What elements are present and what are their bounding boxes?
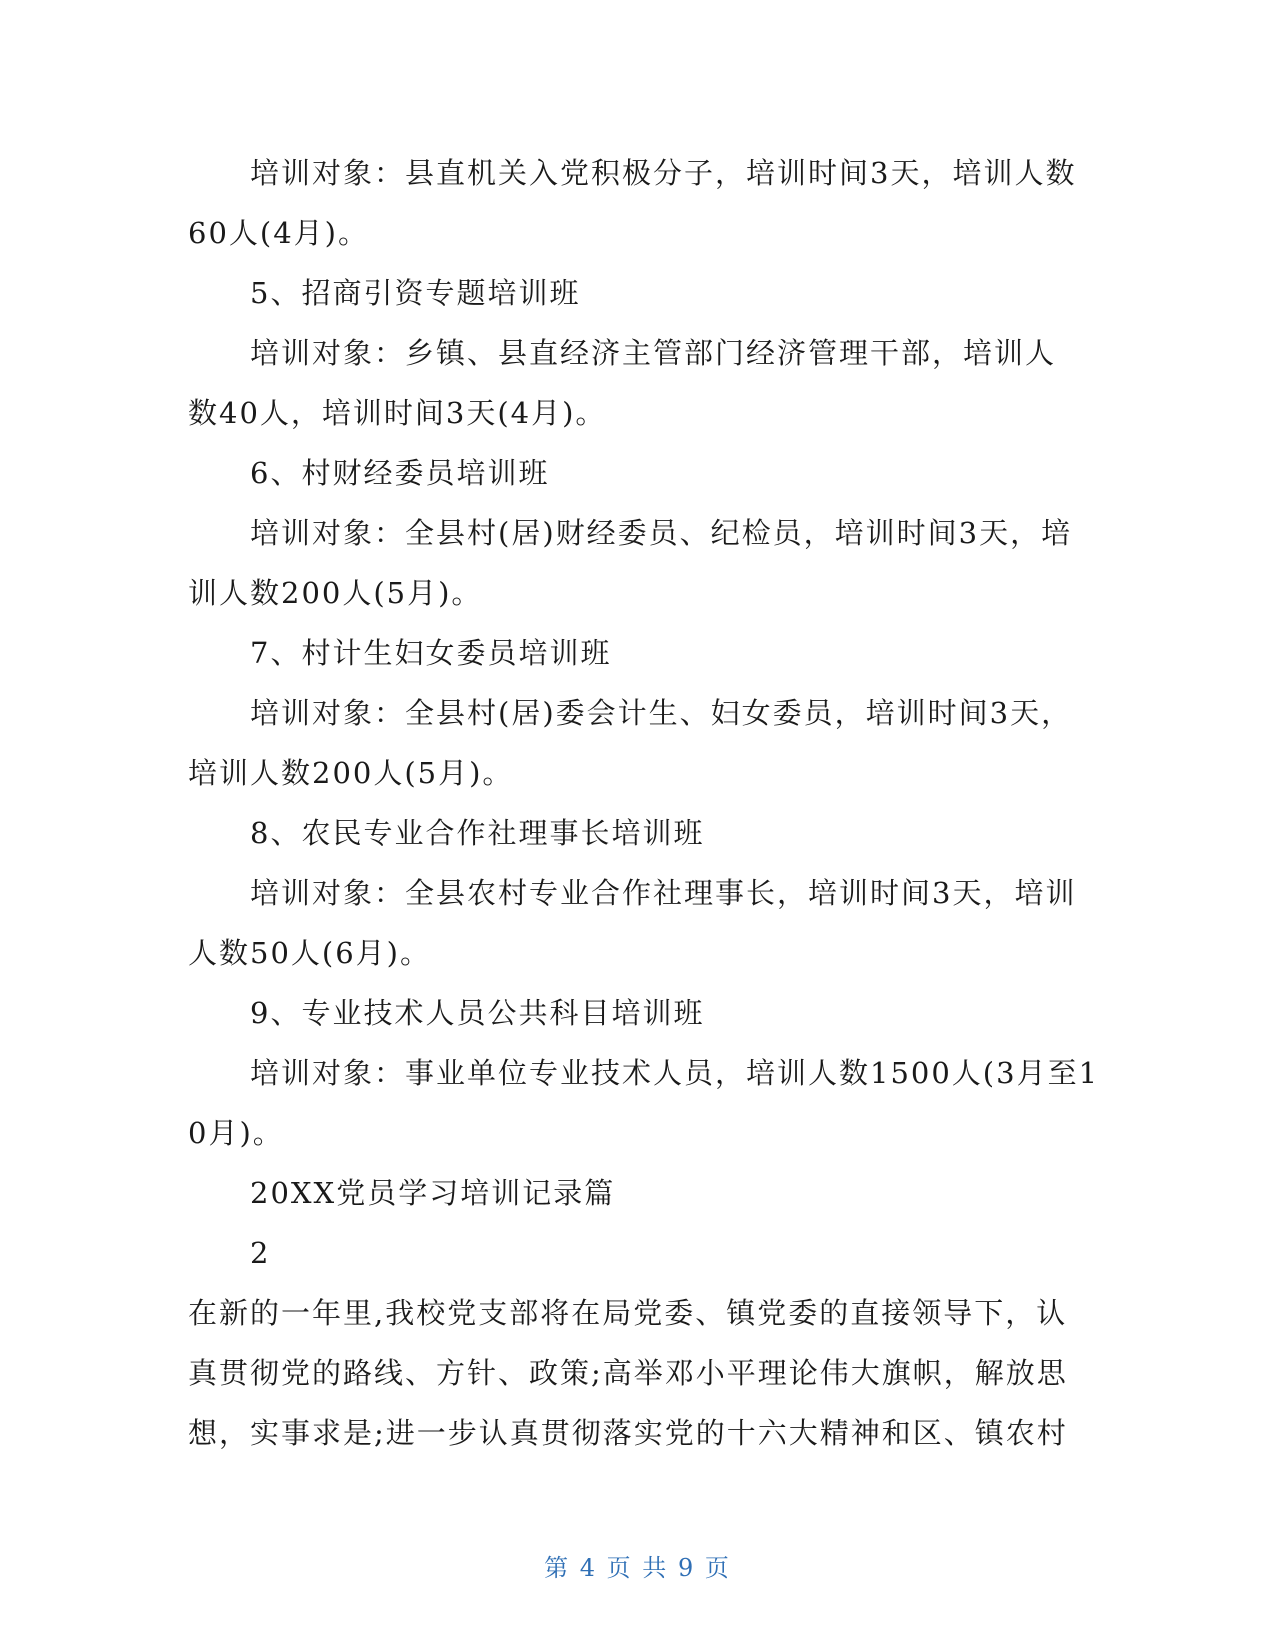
text-line: 数40人，培训时间3天(4月)。 (188, 396, 607, 430)
text-line: 9、专业技术人员公共科目培训班 (250, 996, 705, 1030)
text-line: 0月)。 (188, 1116, 284, 1150)
text-line: 培训对象：事业单位专业技术人员，培训人数1500人(3月至1 (250, 1056, 1100, 1090)
text-line: 培训人数200人(5月)。 (188, 756, 514, 790)
text-line: 2 (250, 1236, 271, 1270)
text-line: 20XX党员学习培训记录篇 (250, 1176, 616, 1210)
text-line: 培训对象：全县农村专业合作社理事长，培训时间3天，培训 (250, 876, 1077, 910)
text-line: 6、村财经委员培训班 (250, 456, 550, 490)
body-text (188, 143, 1100, 1463)
text-line: 想，实事求是;进一步认真贯彻落实党的十六大精神和区、镇农村 (188, 1416, 1068, 1450)
text-line: 培训对象：全县村(居)财经委员、纪检员，培训时间3天，培 (250, 516, 1073, 550)
text-line: 人数50人(6月)。 (188, 936, 431, 970)
page-footer: 第 4 页 共 9 页 (544, 1554, 731, 1582)
text-line: 培训对象：乡镇、县直经济主管部门经济管理干部，培训人 (250, 336, 1057, 370)
text-line: 7、村计生妇女委员培训班 (250, 636, 612, 670)
text-line: 培训对象：全县村(居)委会计生、妇女委员，培训时间3天， (250, 696, 1073, 730)
text-line: 培训对象：县直机关入党积极分子，培训时间3天，培训人数 (250, 156, 1077, 190)
text-line: 60人(4月)。 (188, 216, 369, 250)
text-line: 5、招商引资专题培训班 (250, 276, 581, 310)
text-line: 在新的一年里,我校党支部将在局党委、镇党委的直接领导下，认 (188, 1296, 1068, 1330)
text-line: 训人数200人(5月)。 (188, 576, 483, 610)
text-line: 8、农民专业合作社理事长培训班 (250, 816, 705, 850)
text-line: 真贯彻党的路线、方针、政策;高举邓小平理论伟大旗帜，解放思 (188, 1356, 1068, 1390)
